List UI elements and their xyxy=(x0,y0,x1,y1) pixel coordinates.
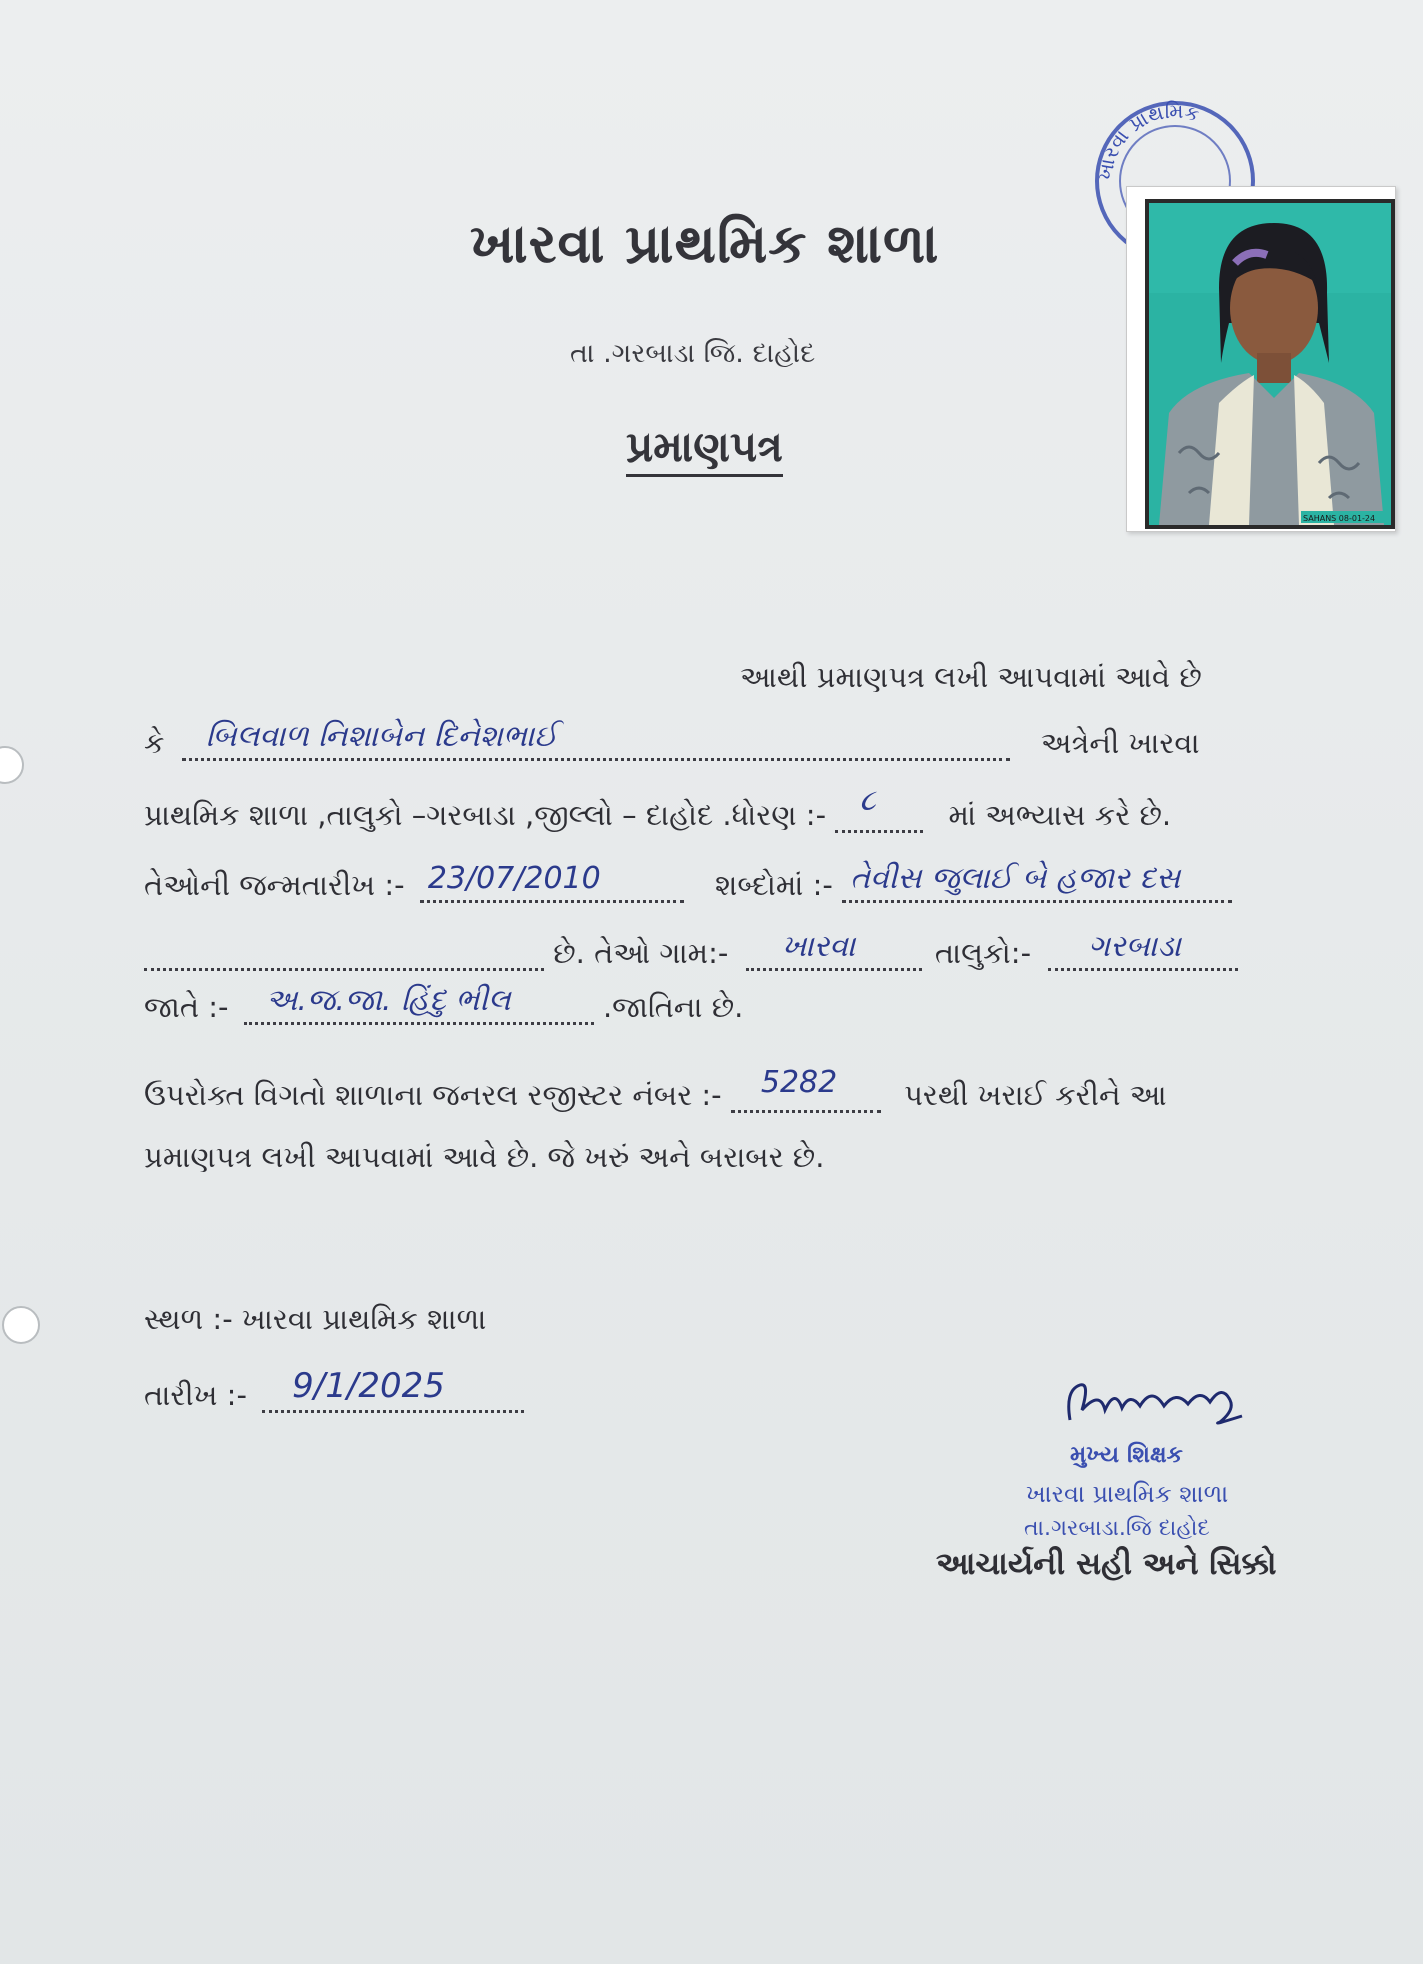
standard-value: ૮ xyxy=(859,783,876,818)
punch-hole xyxy=(0,746,24,784)
school-address: તા .ગરબાડા જિ. દાહોદ xyxy=(570,338,816,369)
standard-field xyxy=(835,783,923,833)
round-stamp-text: ખારવા પ્રાથમિક xyxy=(1092,98,1202,182)
dob-words-continuation xyxy=(144,936,544,971)
student-portrait xyxy=(1149,203,1391,525)
stamp-school: ખારવા પ્રાથમિક શાળા xyxy=(1026,1480,1229,1508)
dob-value: 23/07/2010 xyxy=(427,861,601,896)
dob-words-field xyxy=(842,861,1232,903)
confirmation-line: પ્રમાણપત્ર લખી આપવામાં આવે છે. જે ખરું અને બરાબર છે. xyxy=(144,1140,825,1174)
student-name-field xyxy=(182,719,1010,761)
register-field xyxy=(731,1065,881,1113)
school-line: પ્રાથમિક શાળા ,તાલુકો –ગરબાડા ,જીલ્લો – દાહોદ .ધોરણ :- ૮ માં અભ્યાસ કરે છે. xyxy=(144,783,1172,832)
student-name-value: બિલવાળ નિશાબેન દિનેશભાઈ xyxy=(205,719,558,754)
dob-line: તેઓની જન્મતારીખ :- 23/07/2010 શબ્દોમાં :- તેવીસ જુલાઈ બે હજાર દસ xyxy=(144,868,1232,903)
village-line: છે. તેઓ ગામ:- ખારવા તાલુકો:- ગરબાડા xyxy=(144,936,1238,971)
register-line: ઉપરોક્ત વિગતો શાળાના જનરલ રજીસ્ટર નંબર :- 5282 પરથી ખરાઈ કરીને આ xyxy=(144,1065,1167,1112)
principal-label: આચાર્યની સહી અને સિક્કો xyxy=(936,1546,1277,1582)
place-line: સ્થળ :- ખારવા પ્રાથમિક શાળા xyxy=(144,1302,487,1336)
taluka-value: ગરબાડા xyxy=(1088,929,1181,964)
stamp-title: મુખ્ય શિક્ષક xyxy=(1070,1442,1183,1468)
village-field xyxy=(746,929,922,971)
student-photo xyxy=(1126,186,1396,532)
date-line: તારીખ :- 9/1/2025 xyxy=(144,1378,524,1413)
stamp-address: તા.ગરબાડા.જિ દાહોદ xyxy=(1024,1516,1210,1541)
photo-caption: SAHANS 08-01-24 xyxy=(1303,514,1376,523)
certificate-heading: પ્રમાણપત્ર xyxy=(626,422,783,477)
caste-value: અ.જ.જા. હિંદુ ભીલ xyxy=(265,983,511,1018)
register-value: 5282 xyxy=(760,1065,838,1100)
name-line: કે બિલવાળ નિશાબેન દિનેશભાઈ અત્રેની ખારવા xyxy=(144,719,1200,760)
school-title: ખારવા પ્રાથમિક શાળા xyxy=(470,212,940,275)
svg-text:ખારવા પ્રાથમિક xyxy=(1092,99,1201,182)
date-value: 9/1/2025 xyxy=(292,1366,445,1406)
village-value: ખારવા xyxy=(781,929,856,964)
principal-signature xyxy=(1060,1380,1250,1430)
caste-line: જાતે :- અ.જ.જા. હિંદુ ભીલ .જાતિના છે. xyxy=(144,983,744,1024)
punch-hole xyxy=(2,1306,40,1344)
taluka-field xyxy=(1048,929,1238,971)
intro-line: આથી પ્રમાણપત્ર લખી આપવામાં આવે છે xyxy=(740,660,1202,694)
dob-words-value: તેવીસ જુલાઈ બે હજાર દસ xyxy=(850,861,1181,896)
dob-field xyxy=(420,861,684,903)
